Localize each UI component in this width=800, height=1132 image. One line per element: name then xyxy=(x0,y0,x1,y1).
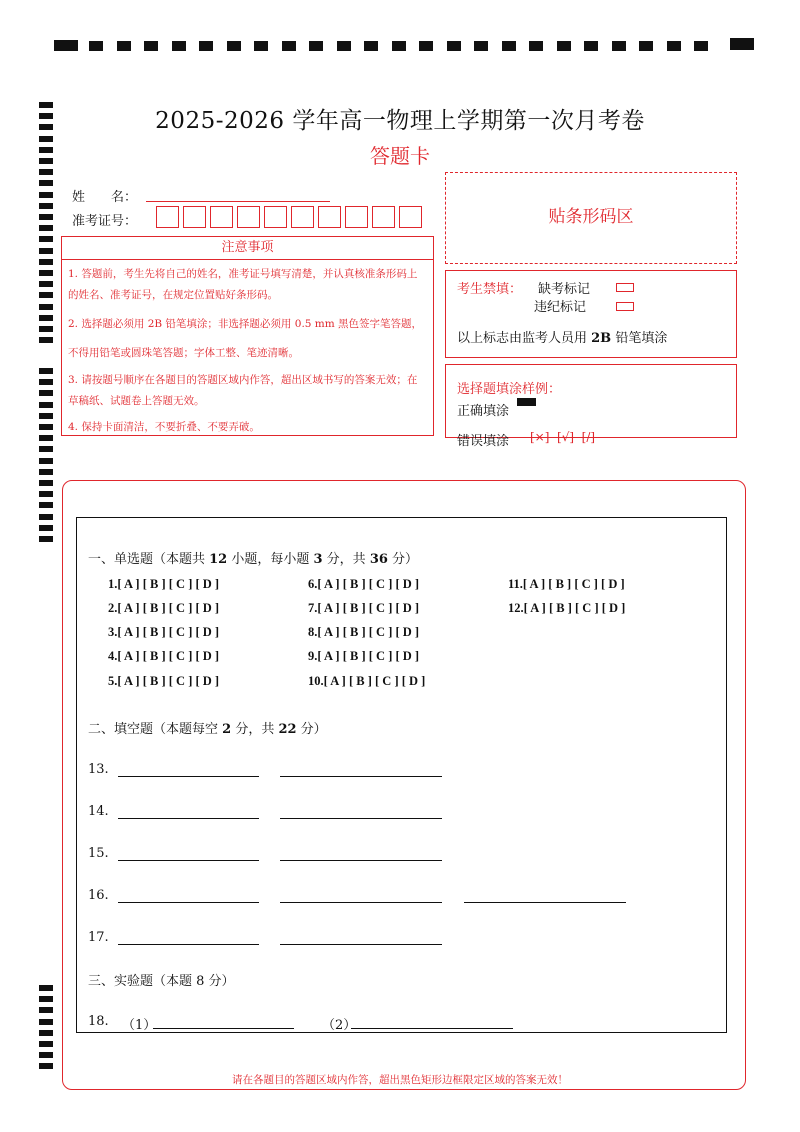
answer-line[interactable] xyxy=(118,902,259,903)
answer-line[interactable] xyxy=(153,1028,294,1029)
choice-row-2[interactable]: 2.[ A ] [ B ] [ C ] [ D ] xyxy=(108,601,220,615)
section2-text: 二、填空题（本题每空 xyxy=(88,722,223,737)
choice-row-4[interactable]: 4.[ A ] [ B ] [ C ] [ D ] xyxy=(108,649,220,663)
timing-mark xyxy=(39,236,53,242)
question-16-number: 16. xyxy=(88,888,109,903)
exam-id-boxes[interactable] xyxy=(156,206,422,228)
exam-id-digit-box[interactable] xyxy=(399,206,422,228)
barcode-area xyxy=(445,172,737,264)
timing-mark xyxy=(39,1030,53,1036)
timing-mark xyxy=(39,491,53,497)
section2-heading xyxy=(88,718,327,737)
choice-row-9[interactable]: 9.[ A ] [ B ] [ C ] [ D ] xyxy=(308,649,420,663)
timing-mark xyxy=(39,192,53,198)
timing-mark xyxy=(172,41,186,51)
timing-mark xyxy=(39,180,53,186)
timing-mark xyxy=(117,41,131,51)
section2-text: 分，共 xyxy=(231,722,279,737)
timing-mark xyxy=(254,41,268,51)
answer-line[interactable] xyxy=(280,818,442,819)
timing-mark xyxy=(39,225,53,231)
timing-mark xyxy=(39,536,53,542)
answer-line[interactable] xyxy=(280,944,442,945)
timing-mark xyxy=(39,270,53,276)
timing-mark xyxy=(282,41,296,51)
timing-mark xyxy=(39,292,53,298)
choice-row-8[interactable]: 8.[ A ] [ B ] [ C ] [ D ] xyxy=(308,625,420,639)
question-13-number: 13. xyxy=(88,762,109,777)
timing-mark xyxy=(39,281,53,287)
barcode-label: 贴条形码区 xyxy=(548,207,634,227)
proctor-note-text: 以上标志由监考人员用 xyxy=(457,331,592,346)
section1-heading xyxy=(88,548,418,567)
answer-line[interactable] xyxy=(280,776,442,777)
section3-heading: 三、实验题（本题 8 分） xyxy=(88,974,235,989)
notice-heading: 注意事项 xyxy=(221,240,274,255)
proctor-note-pencil: 2B xyxy=(591,331,612,346)
question-15-number: 15. xyxy=(88,846,109,861)
notice-item: 1. 答题前，考生先将自己的姓名，准考证号填写清楚，并认真核准条形码上的姓名、准考证号，在规定位置贴好条形码。 xyxy=(68,268,418,301)
footer-warning: 请在各题目的答题区域内作答，超出黑色矩形边框限定区域的答案无效！ xyxy=(232,1074,568,1086)
exam-id-label: 准考证号： xyxy=(72,214,138,229)
choice-row-11[interactable]: 11.[ A ] [ B ] [ C ] [ D ] xyxy=(508,577,625,591)
top-timing-marks xyxy=(54,38,754,52)
answer-line[interactable] xyxy=(118,860,259,861)
choice-row-10[interactable]: 10.[ A ] [ B ] [ C ] [ D ] xyxy=(308,674,426,688)
correct-fill-mark xyxy=(517,398,536,406)
absent-mark-label: 缺考标记 xyxy=(538,282,591,297)
choice-row-6[interactable]: 6.[ A ] [ B ] [ C ] [ D ] xyxy=(308,577,420,591)
timing-mark xyxy=(612,41,626,51)
timing-mark xyxy=(667,41,681,51)
absent-mark-box[interactable] xyxy=(616,283,634,292)
wrong-fill-marks: [×] [√] [/] xyxy=(530,430,596,444)
timing-mark xyxy=(39,446,53,452)
timing-mark xyxy=(199,41,213,51)
exam-id-digit-box[interactable] xyxy=(291,206,314,228)
answer-line[interactable] xyxy=(118,818,259,819)
section2-points: 2 xyxy=(222,722,232,737)
timing-mark xyxy=(39,469,53,475)
name-field[interactable] xyxy=(146,201,330,202)
question-18-number: 18. xyxy=(88,1014,109,1029)
timing-mark xyxy=(39,480,53,486)
timing-mark xyxy=(39,259,53,265)
answer-line[interactable] xyxy=(280,860,442,861)
question-14-number: 14. xyxy=(88,804,109,819)
part-1-label: （1） xyxy=(122,1018,157,1033)
section1-total: 36 xyxy=(369,552,388,567)
exam-id-digit-box[interactable] xyxy=(345,206,368,228)
choice-row-7[interactable]: 7.[ A ] [ B ] [ C ] [ D ] xyxy=(308,601,420,615)
section1-text: 小题，每小题 xyxy=(227,552,314,567)
timing-mark xyxy=(39,248,53,254)
timing-mark xyxy=(39,326,53,332)
timing-mark xyxy=(39,315,53,321)
question-17-number: 17. xyxy=(88,930,109,945)
exam-id-digit-box[interactable] xyxy=(318,206,341,228)
correct-fill-label: 正确填涂 xyxy=(457,404,510,419)
section1-text: 一、单选题（本题共 xyxy=(88,552,210,567)
timing-mark xyxy=(39,413,53,419)
notice-item: 4. 保持卡面清洁，不要折叠、不要弄破。 xyxy=(68,421,260,433)
timing-mark xyxy=(39,402,53,408)
page-title: 2025-2026 学年高一物理上学期第一次月考卷 xyxy=(155,108,645,134)
notice-item: 2. 选择题必须用 2B 铅笔填涂；非选择题必须用 0.5 mm 黑色签字笔答题，不得用铅笔或圆珠笔答题；字体工整、笔迹清晰。 xyxy=(68,318,423,359)
answer-line[interactable] xyxy=(118,944,259,945)
exam-id-digit-box[interactable] xyxy=(264,206,287,228)
violation-mark-box[interactable] xyxy=(616,302,634,311)
notice-box xyxy=(61,260,434,436)
timing-mark xyxy=(39,214,53,220)
part-2-label: （2） xyxy=(322,1018,357,1033)
forbidden-label: 考生禁填： xyxy=(457,282,523,297)
timing-mark xyxy=(39,390,53,396)
section1-text: 分） xyxy=(387,552,419,567)
exam-id-digit-box[interactable] xyxy=(156,206,179,228)
timing-mark xyxy=(227,41,241,51)
proctor-note xyxy=(457,327,667,346)
timing-mark xyxy=(337,41,351,51)
timing-mark xyxy=(39,368,53,374)
timing-mark xyxy=(39,337,53,343)
timing-mark xyxy=(309,41,323,51)
timing-mark xyxy=(39,985,53,991)
section1-count: 12 xyxy=(209,552,228,567)
fill-sample-box xyxy=(445,364,737,449)
timing-mark xyxy=(557,41,571,51)
timing-mark xyxy=(639,41,653,51)
timing-mark xyxy=(694,41,708,51)
choice-row-5[interactable]: 5.[ A ] [ B ] [ C ] [ D ] xyxy=(108,674,220,688)
proctor-note-text: 铅笔填涂 xyxy=(611,331,668,346)
exam-id-digit-box[interactable] xyxy=(237,206,260,228)
answer-line[interactable] xyxy=(464,902,626,903)
page-subtitle: 答题卡 xyxy=(370,144,430,168)
choice-row-12[interactable]: 12.[ A ] [ B ] [ C ] [ D ] xyxy=(508,601,626,615)
timing-mark xyxy=(39,502,53,508)
exam-id-digit-box[interactable] xyxy=(183,206,206,228)
timing-mark xyxy=(447,41,461,51)
timing-mark xyxy=(39,435,53,441)
answer-frame xyxy=(76,517,727,1033)
choice-row-3[interactable]: 3.[ A ] [ B ] [ C ] [ D ] xyxy=(108,625,220,639)
timing-mark xyxy=(39,1052,53,1058)
timing-mark xyxy=(39,379,53,385)
timing-mark xyxy=(39,304,53,310)
timing-mark xyxy=(364,41,378,51)
timing-mark xyxy=(39,424,53,430)
timing-mark xyxy=(39,996,53,1002)
timing-mark xyxy=(39,525,53,531)
section2-total: 22 xyxy=(278,722,297,737)
name-label: 姓 名： xyxy=(72,190,138,205)
timing-mark xyxy=(39,458,53,464)
timing-mark xyxy=(392,41,406,51)
wrong-fill-label: 错误填涂 xyxy=(457,434,510,449)
timing-mark xyxy=(502,41,516,51)
timing-mark xyxy=(529,41,543,51)
timing-mark xyxy=(39,1041,53,1047)
notice-item: 3. 请按题号顺序在各题目的答题区域内作答，超出区域书写的答案无效；在草稿纸、试题卷上答题无效。 xyxy=(68,374,418,407)
timing-mark xyxy=(584,41,598,51)
choice-row-1[interactable]: 1.[ A ] [ B ] [ C ] [ D ] xyxy=(108,577,220,591)
timing-mark xyxy=(419,41,433,51)
timing-mark xyxy=(39,1019,53,1025)
section1-text: 分，共 xyxy=(322,552,370,567)
exam-id-digit-box[interactable] xyxy=(372,206,395,228)
section2-text: 分） xyxy=(296,722,327,737)
timing-mark xyxy=(39,514,53,520)
answer-line[interactable] xyxy=(280,902,442,903)
answer-line[interactable] xyxy=(118,776,259,777)
section1-points: 3 xyxy=(313,552,323,567)
timing-mark xyxy=(39,203,53,209)
exam-id-digit-box[interactable] xyxy=(210,206,233,228)
timing-mark xyxy=(39,169,53,175)
timing-mark xyxy=(39,1007,53,1013)
timing-mark xyxy=(89,41,103,51)
proctor-mark-box xyxy=(445,270,737,358)
answer-line[interactable] xyxy=(351,1028,513,1029)
timing-mark xyxy=(474,41,488,51)
notice-heading-box xyxy=(61,236,434,260)
violation-mark-label: 违纪标记 xyxy=(534,300,587,315)
timing-mark xyxy=(144,41,158,51)
fill-sample-heading: 选择题填涂样例： xyxy=(457,382,562,397)
timing-mark xyxy=(39,1063,53,1069)
